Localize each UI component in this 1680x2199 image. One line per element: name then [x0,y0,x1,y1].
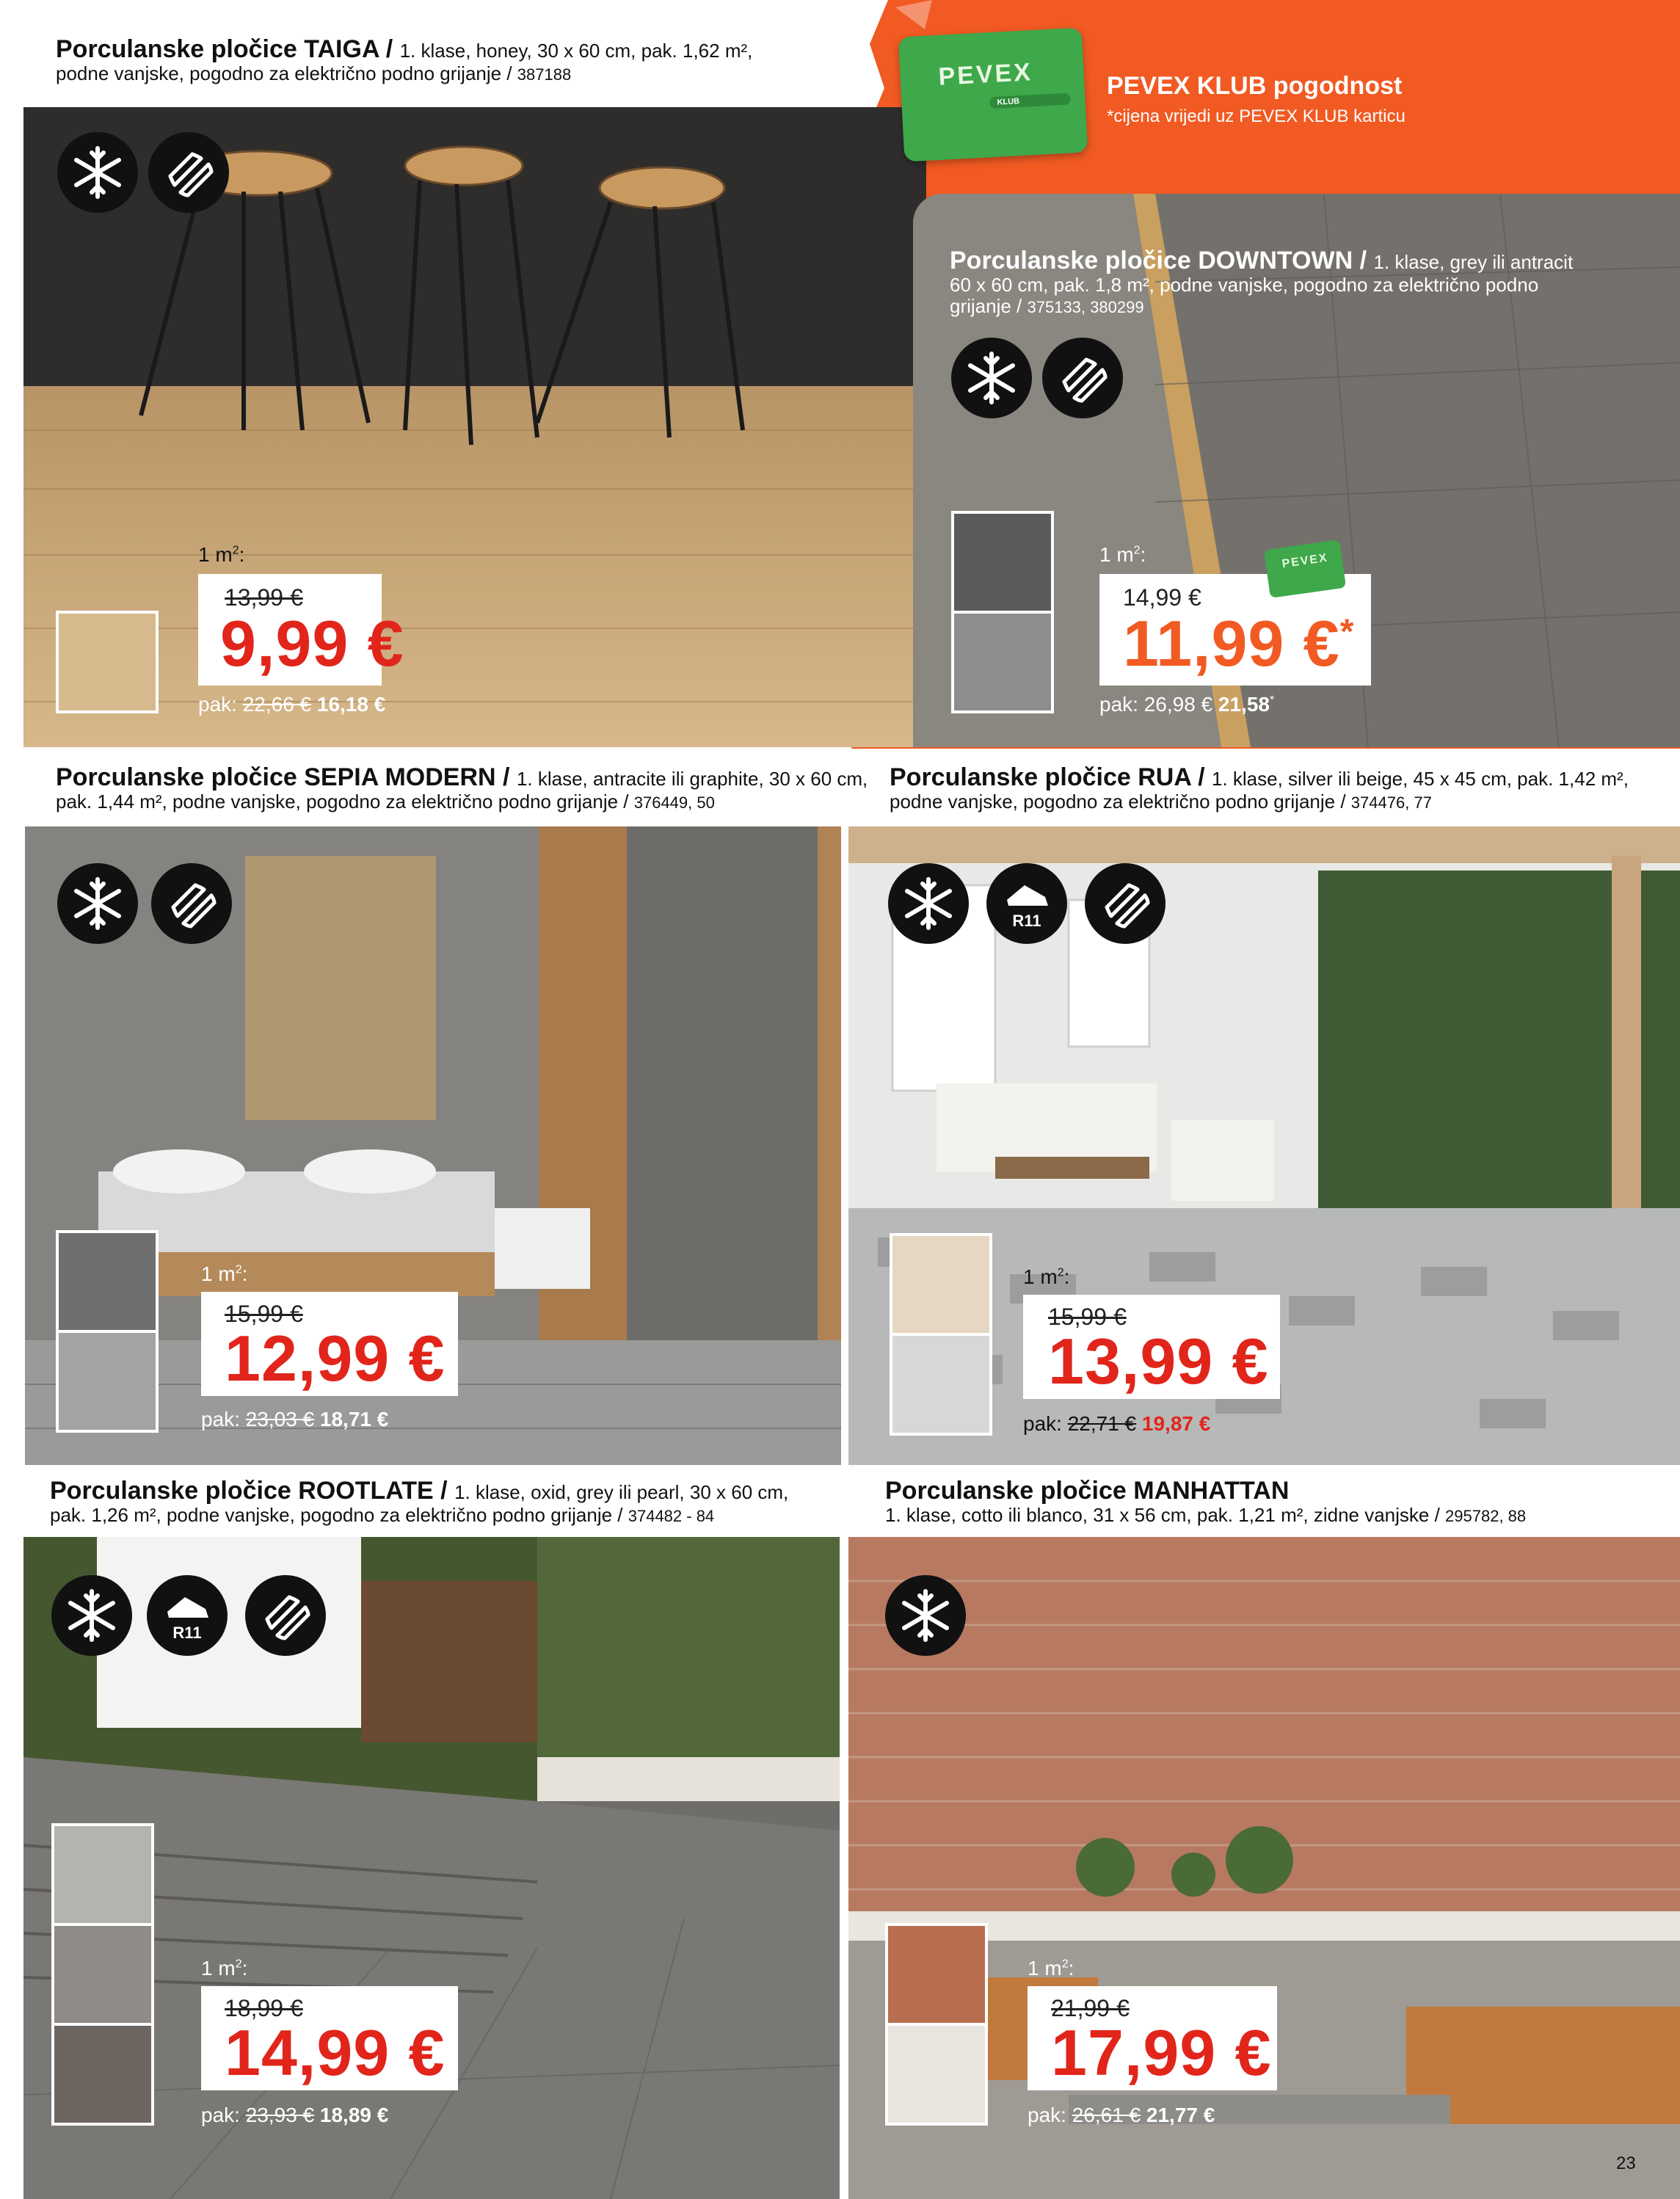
snowflake-icon [888,863,969,944]
tile-swatch-pearl [51,1823,154,1926]
tile-swatch-silver [890,1333,992,1436]
tile-swatch-graphite [56,1330,159,1433]
package-price: pak: 23,93 € 18,89 € [201,2104,389,2126]
product-description: 1. klase, cotto ili blanco, 31 x 56 cm, pak. 1,21 m², zidne vanjske / [885,1504,1446,1527]
sepia-modern-heading: Porculanske pločice SEPIA MODERN / 1. klase, antracite ili graphite, 30 x 60 cm, pak. 1,44 m², podne vanjske, pogodno za električno podno grijanje / 376449, 50 [56,763,868,813]
package-price: pak: 26,98 € 21,58* [1099,693,1275,716]
anti-slip-r11-icon [147,1575,228,1656]
unit-label: 1 $m^2$: [198,543,245,566]
old-price: 18,99 € [225,1995,303,2021]
snowflake-icon [885,1575,966,1656]
product-code: 387188 [517,65,572,84]
tile-swatch-grey [51,1923,154,2026]
rootlate-heading: Porculanske pločice ROOTLATE / 1. klase, oxid, grey ili pearl, 30 x 60 cm, pak. 1,26 m², podne vanjske, pogodno za električno podno grijanje / 374482 - 84 [50,1477,789,1527]
product-code: 375133, 380299 [1027,298,1144,317]
floor-heating-icon [1042,338,1123,418]
pevex-club-card: PEVEX KLUB [898,28,1088,162]
promo-note: *cijena vrijedi uz PEVEX KLUB karticu [1107,106,1406,126]
product-code: 376449, 50 [633,793,715,813]
snowflake-icon [57,132,138,213]
new-price: 17,99 € [1051,2016,1272,2089]
package-price: pak: 22,66 € 16,18 € [198,693,386,716]
unit-label: 1 $m^2$: [1028,1957,1074,1980]
old-price: 15,99 € [225,1301,303,1327]
tile-swatch-antracite [56,1230,159,1333]
new-price: 12,99 € [225,1322,446,1395]
product-description: 1. klase, antracite ili graphite, 30 x 60 cm, [516,768,868,790]
regular-price: 14,99 € [1123,584,1201,611]
product-description: pak. 1,26 m², podne vanjske, pogodno za električno podno grijanje / [50,1504,628,1527]
product-description: pak. 1,44 m², podne vanjske, pogodno za električno podno grijanje / [56,790,634,813]
tile-swatch-grey [951,611,1054,713]
tile-swatch-beige [890,1233,992,1336]
new-price: 13,99 € [1048,1325,1269,1397]
tile-swatch-honey [56,611,159,713]
floor-heating-icon [1085,863,1166,944]
product-code: 295782, 88 [1445,1507,1527,1526]
tile-swatch-oxid [51,2023,154,2126]
package-price: pak: 23,03 € 18,71 € [201,1408,389,1431]
product-description: 1. klase, honey, 30 x 60 cm, pak. 1,62 m², [399,40,753,62]
svg-text:R11: R11 [172,1624,202,1642]
product-name: Porculanske pločice MANHATTAN [885,1477,1290,1505]
taiga-heading: Porculanske pločice TAIGA / 1. klase, honey, 30 x 60 cm, pak. 1,62 m², podne vanjske, pogodno za električno podno grijanje / 387188 [56,35,753,85]
product-name: Porculanske pločice DOWNTOWN [950,247,1353,275]
package-price: pak: 26,61 € 21,77 € [1028,2104,1215,2126]
tile-swatch-cotto [885,1923,988,2026]
old-price: 21,99 € [1051,1995,1130,2021]
svg-text:R11: R11 [1012,912,1041,930]
club-price: 11,99 €* [1123,607,1355,680]
product-description: 60 x 60 cm, pak. 1,8 m², podne vanjske, pogodno za električno podno [950,274,1539,297]
product-description: 1. klase, silver ili beige, 45 x 45 cm, pak. 1,42 m², [1212,768,1629,790]
product-name: Porculanske pločice TAIGA [56,35,379,63]
new-price: 9,99 € [220,607,404,680]
snowflake-icon [951,338,1032,418]
product-name: Porculanske pločice ROOTLATE [50,1477,434,1505]
tile-swatch-antracit [951,511,1054,614]
floor-heating-icon [245,1575,326,1656]
unit-label: 1 $m^2$: [201,1957,248,1980]
tile-swatch-blanco [885,2023,988,2126]
anti-slip-r11-icon [986,863,1067,944]
floor-heating-icon [148,132,229,213]
downtown-heading: Porculanske pločice DOWNTOWN / 1. klase, grey ili antracit 60 x 60 cm, pak. 1,8 m², podne vanjske, pogodno za električno podno grijanje / 375133, 380299 [950,247,1574,318]
unit-label: 1 $m^2$: [1023,1265,1070,1288]
rua-heading: Porculanske pločice RUA / 1. klase, silver ili beige, 45 x 45 cm, pak. 1,42 m², podne vanjske, pogodno za električno podno grijanje / 374476, 77 [890,763,1629,813]
promo-title: PEVEX KLUB pogodnost [1107,72,1403,100]
manhattan-heading [885,1477,1663,1526]
snowflake-icon [57,863,138,944]
unit-label: 1 $m^2$: [1099,543,1146,566]
product-name: Porculanske pločice SEPIA MODERN [56,763,496,791]
unit-label: 1 $m^2$: [201,1262,248,1285]
pevex-card-mini: PEVEX [1264,539,1346,598]
package-price: pak: 22,71 € 19,87 € [1023,1412,1211,1435]
product-description: podne vanjske, pogodno za električno podno grijanje / [56,62,517,85]
new-price: 14,99 € [225,2016,446,2089]
old-price: 13,99 € [225,584,303,611]
product-name: Porculanske pločice RUA [890,763,1191,791]
floor-heating-icon [151,863,232,944]
product-description: 1. klase, oxid, grey ili pearl, 30 x 60 cm, [454,1481,789,1503]
page-number: 23 [1616,2153,1636,2173]
snowflake-icon [51,1575,132,1656]
product-description: podne vanjske, pogodno za električno podno grijanje / [890,790,1351,813]
product-description: 1. klase, grey ili antracit [1373,251,1574,273]
product-code: 374482 - 84 [628,1507,715,1526]
product-description: grijanje / [950,295,1028,318]
old-price: 15,99 € [1048,1304,1127,1330]
product-code: 374476, 77 [1350,793,1432,813]
